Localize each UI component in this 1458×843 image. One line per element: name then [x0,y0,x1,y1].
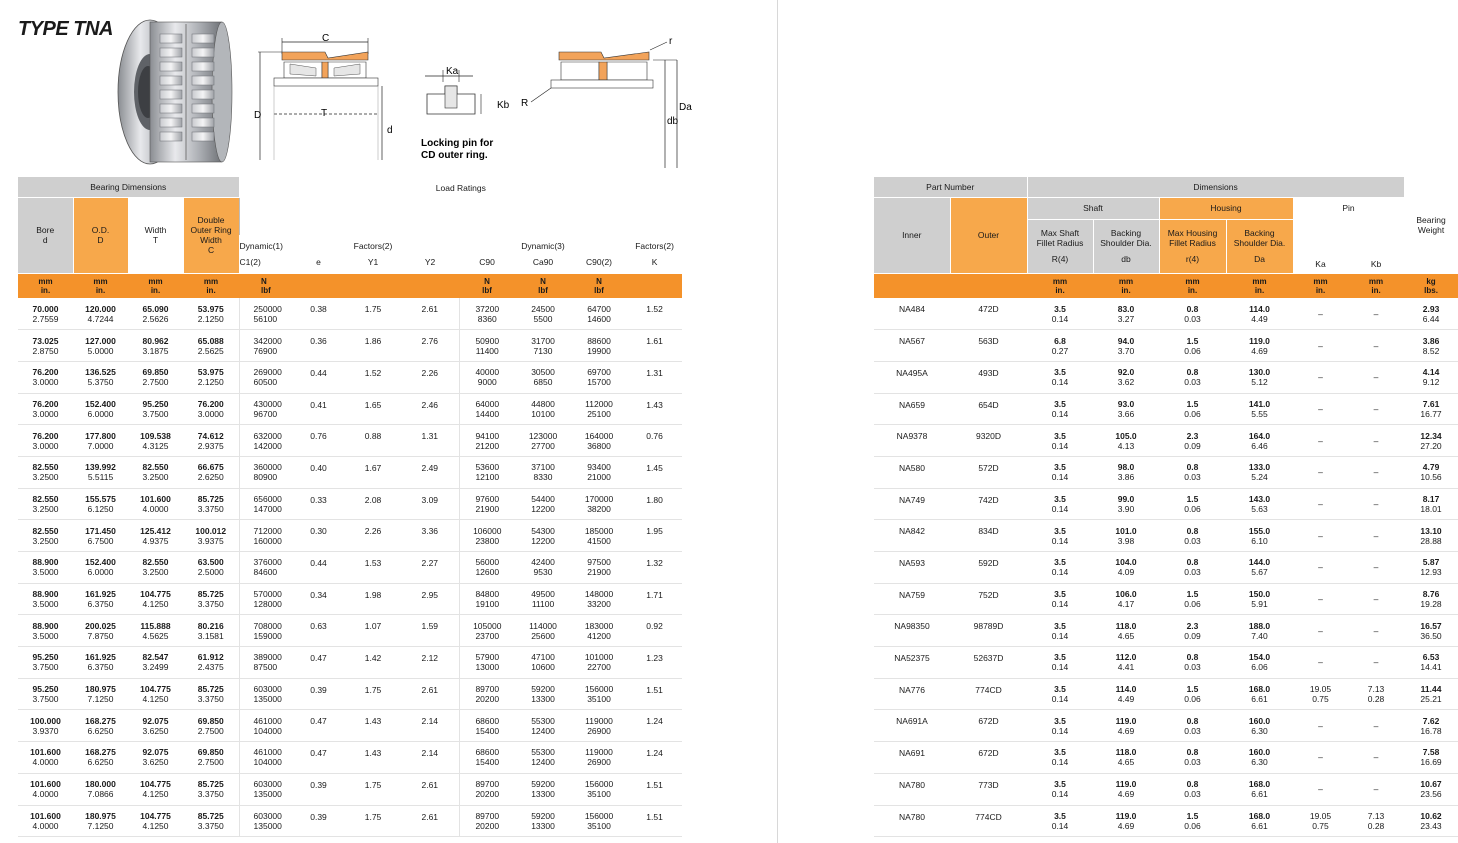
col-header-ka: Ka [1293,219,1348,273]
group-header-bearing-dimensions: Bearing Dimensions [18,177,239,197]
table-row: 76.200 3.0000 177.800 7.0000 109.538 4.3125 74.612 2.9375 632000 142000 0.76 0.88 1.31 94100 21200 123000 27700 164000 36800 0.76 [18,425,682,457]
table-row: NA580 572D 3.5 0.14 98.0 3.86 0.8 0.03 133.0 5.24 – – 4.79 10.56 [874,456,1458,488]
table-row: 73.025 2.8750 127.000 5.0000 80.962 3.1875 65.088 2.5625 342000 76900 0.36 1.86 2.76 50900 11400 31700 7130 88600 19900 1.61 [18,330,682,362]
table-row: NA593 592D 3.5 0.14 104.0 4.09 0.8 0.03 144.0 5.67 – – 5.87 12.93 [874,552,1458,584]
part-number-dimensions-table [874,177,1458,837]
table-row: NA567 563D 6.8 0.27 94.0 3.70 1.5 0.06 119.0 4.69 – – 3.86 8.52 [874,330,1458,362]
col-header-bore: Bore d [18,197,73,273]
dim-label-d-bore: d [387,125,393,136]
dim-label-r-small: r [669,36,673,47]
table-row: NA776 774CD 3.5 0.14 114.0 4.49 1.5 0.06 168.0 6.61 19.05 0.75 7.13 0.28 11.44 25.21 [874,678,1458,710]
col-header-od: O.D. D [73,197,128,273]
dim-label-db: db [667,116,679,127]
group-header-shaft: Shaft [1027,197,1159,219]
table-row: NA495A 493D 3.5 0.14 92.0 3.62 0.8 0.03 130.0 5.12 – – 4.14 9.12 [874,361,1458,393]
locking-pin-note-line2: CD outer ring. [421,150,488,161]
locking-pin-note-line1: Locking pin for [421,138,494,149]
dim-label-da: Da [679,102,692,113]
units-row-right: mm in. mm in. mm in. mm in. mm in. mm in. kg lbs. [874,273,1458,298]
table-row: 82.550 3.2500 139.992 5.5115 82.550 3.2500 66.675 2.6250 360000 80900 0.40 1.67 2.49 53600 12100 37100 8330 93400 21000 1.45 [18,456,682,488]
table-row: 95.250 3.7500 161.925 6.3750 82.547 3.2499 61.912 2.4375 389000 87500 0.47 1.42 2.12 57900 13000 47100 10600 101000 22700 1.23 [18,647,682,679]
table-row: NA659 654D 3.5 0.14 93.0 3.66 1.5 0.06 141.0 5.55 – – 7.61 16.77 [874,393,1458,425]
dim-label-d-outer: D [254,110,262,121]
bearing-dimensions-table [18,177,683,837]
col-header-width: Width T [128,197,183,273]
group-header-part-number: Part Number [874,177,1027,197]
table-row: 82.550 3.2500 171.450 6.7500 125.412 4.9375 100.012 3.9375 712000 160000 0.30 2.26 3.36 106000 23800 54300 12200 185000 41500 1.95 [18,520,682,552]
group-header-dimensions: Dimensions [1027,177,1404,197]
dim-label-kb: Kb [497,100,510,111]
table-row: 76.200 3.0000 152.400 6.0000 95.250 3.7500 76.200 3.0000 430000 96700 0.41 1.65 2.46 64000 14400 44800 10100 112000 25100 1.43 [18,393,682,425]
col-header-max-housing-fillet: Max Housing Fillet Radius r(4) [1159,219,1226,273]
col-header-housing-backing: Backing Shoulder Dia. Da [1226,219,1293,273]
table-row: 88.900 3.5000 200.025 7.8750 115.888 4.5625 80.216 3.1581 708000 159000 0.63 1.07 1.59 105000 23700 114000 25600 183000 41200 0.92 [18,615,682,647]
col-header-bearing-weight: Bearing Weight [1404,177,1458,273]
table-row: NA780 774CD 3.5 0.14 119.0 4.69 1.5 0.06 168.0 6.61 19.05 0.75 7.13 0.28 10.62 23.43 [874,805,1458,837]
cross-section-diagram [250,30,400,165]
col-header-dynamic1: Dynamic(1) C1(2) [239,235,292,273]
units-row: mm in. mm in. mm in. mm in. N lbf N lbf N lbf N lbf [18,273,682,298]
table-row: NA749 742D 3.5 0.14 99.0 3.90 1.5 0.06 143.0 5.63 – – 8.17 18.01 [874,488,1458,520]
dim-label-ka: Ka [446,66,459,77]
page-title: TYPE TNA [18,18,113,40]
mounting-diagram [515,30,695,170]
table-row: 95.250 3.7500 180.975 7.1250 104.775 4.1250 85.725 3.3750 603000 135000 0.39 1.75 2.61 89700 20200 59200 13300 156000 35100 1.51 [18,678,682,710]
table-row: NA691A 672D 3.5 0.14 119.0 4.69 0.8 0.03 160.0 6.30 – – 7.62 16.78 [874,710,1458,742]
table-row: 101.600 4.0000 168.275 6.6250 92.075 3.6250 69.850 2.7500 461000 104000 0.47 1.43 2.14 68600 15400 55300 12400 119000 26900 1.24 [18,742,682,774]
bearing-illustration [110,14,235,169]
table-row: NA780 773D 3.5 0.14 119.0 4.69 0.8 0.03 168.0 6.61 – – 10.67 23.56 [874,773,1458,805]
col-header-y2: Y2 [401,235,459,273]
table-row: 82.550 3.2500 155.575 6.1250 101.600 4.0000 85.725 3.3750 656000 147000 0.33 2.08 3.09 97600 21900 54400 12200 170000 38200 1.80 [18,488,682,520]
dim-label-r-large: R [521,98,529,109]
group-header-load-ratings: Load Ratings [239,177,682,235]
col-header-c90: C90 [459,235,515,273]
table-row: NA484 472D 3.5 0.14 83.0 3.27 0.8 0.03 114.0 4.49 – – 2.93 6.44 [874,298,1458,330]
table-row: NA98350 98789D 3.5 0.14 118.0 4.65 2.3 0.09 188.0 7.40 – – 16.57 36.50 [874,615,1458,647]
col-header-max-shaft-fillet: Max Shaft Fillet Radius R(4) [1027,219,1093,273]
locking-pin-diagram [415,62,525,162]
table-row: NA52375 52637D 3.5 0.14 112.0 4.41 0.8 0.03 154.0 6.06 – – 6.53 14.41 [874,647,1458,679]
table-row: 76.200 3.0000 136.525 5.3750 69.850 2.7500 53.975 2.1250 269000 60500 0.44 1.52 2.26 40000 9000 30500 6850 69700 15700 1.31 [18,361,682,393]
table-row: NA842 834D 3.5 0.14 101.0 3.98 0.8 0.03 155.0 6.10 – – 13.10 28.88 [874,520,1458,552]
table-row: 101.600 4.0000 180.000 7.0866 104.775 4.1250 85.725 3.3750 603000 135000 0.39 1.75 2.61 89700 20200 59200 13300 156000 35100 1.51 [18,773,682,805]
table-row: NA9378 9320D 3.5 0.14 105.0 4.13 2.3 0.09 164.0 6.46 – – 12.34 27.20 [874,425,1458,457]
col-header-factors2: Factors(2) K [627,235,682,273]
col-header-factors1: Factors(2) Y1 [345,235,401,273]
group-header-housing: Housing [1159,197,1293,219]
table-row: NA759 752D 3.5 0.14 106.0 4.17 1.5 0.06 150.0 5.91 – – 8.76 19.28 [874,583,1458,615]
table-row: 101.600 4.0000 180.975 7.1250 104.775 4.1250 85.725 3.3750 603000 135000 0.39 1.75 2.61 89700 20200 59200 13300 156000 35100 1.51 [18,805,682,837]
col-header-dynamic3: Dynamic(3) Ca90 [515,235,571,273]
col-header-double-outer-ring-width: Double Outer Ring Width C [183,197,239,273]
table-row: 100.000 3.9370 168.275 6.6250 92.075 3.6250 69.850 2.7500 461000 104000 0.47 1.43 2.14 68600 15400 55300 12400 119000 26900 1.24 [18,710,682,742]
col-header-kb: Kb [1348,219,1404,273]
table-row: 70.000 2.7559 120.000 4.7244 65.090 2.5626 53.975 2.1250 250000 56100 0.38 1.75 2.61 37200 8360 24500 5500 64700 14600 1.52 [18,298,682,330]
table-row: NA691 672D 3.5 0.14 118.0 4.65 0.8 0.03 160.0 6.30 – – 7.58 16.69 [874,742,1458,774]
col-header-c902: C90(2) [571,235,627,273]
page-divider [777,0,778,843]
dim-label-c: C [322,33,330,44]
table-row: 88.900 3.5000 161.925 6.3750 104.775 4.1250 85.725 3.3750 570000 128000 0.34 1.98 2.95 84800 19100 49500 11100 148000 33200 1.71 [18,583,682,615]
dim-label-t: T [321,108,328,119]
col-header-e: e [292,235,345,273]
col-header-inner: Inner [874,197,950,273]
table-row: 88.900 3.5000 152.400 6.0000 82.550 3.2500 63.500 2.5000 376000 84600 0.44 1.53 2.27 56000 12600 42400 9530 97500 21900 1.32 [18,552,682,584]
col-header-shaft-backing: Backing Shoulder Dia. db [1093,219,1159,273]
col-header-outer: Outer [950,197,1027,273]
group-header-pin: Pin [1293,197,1404,219]
